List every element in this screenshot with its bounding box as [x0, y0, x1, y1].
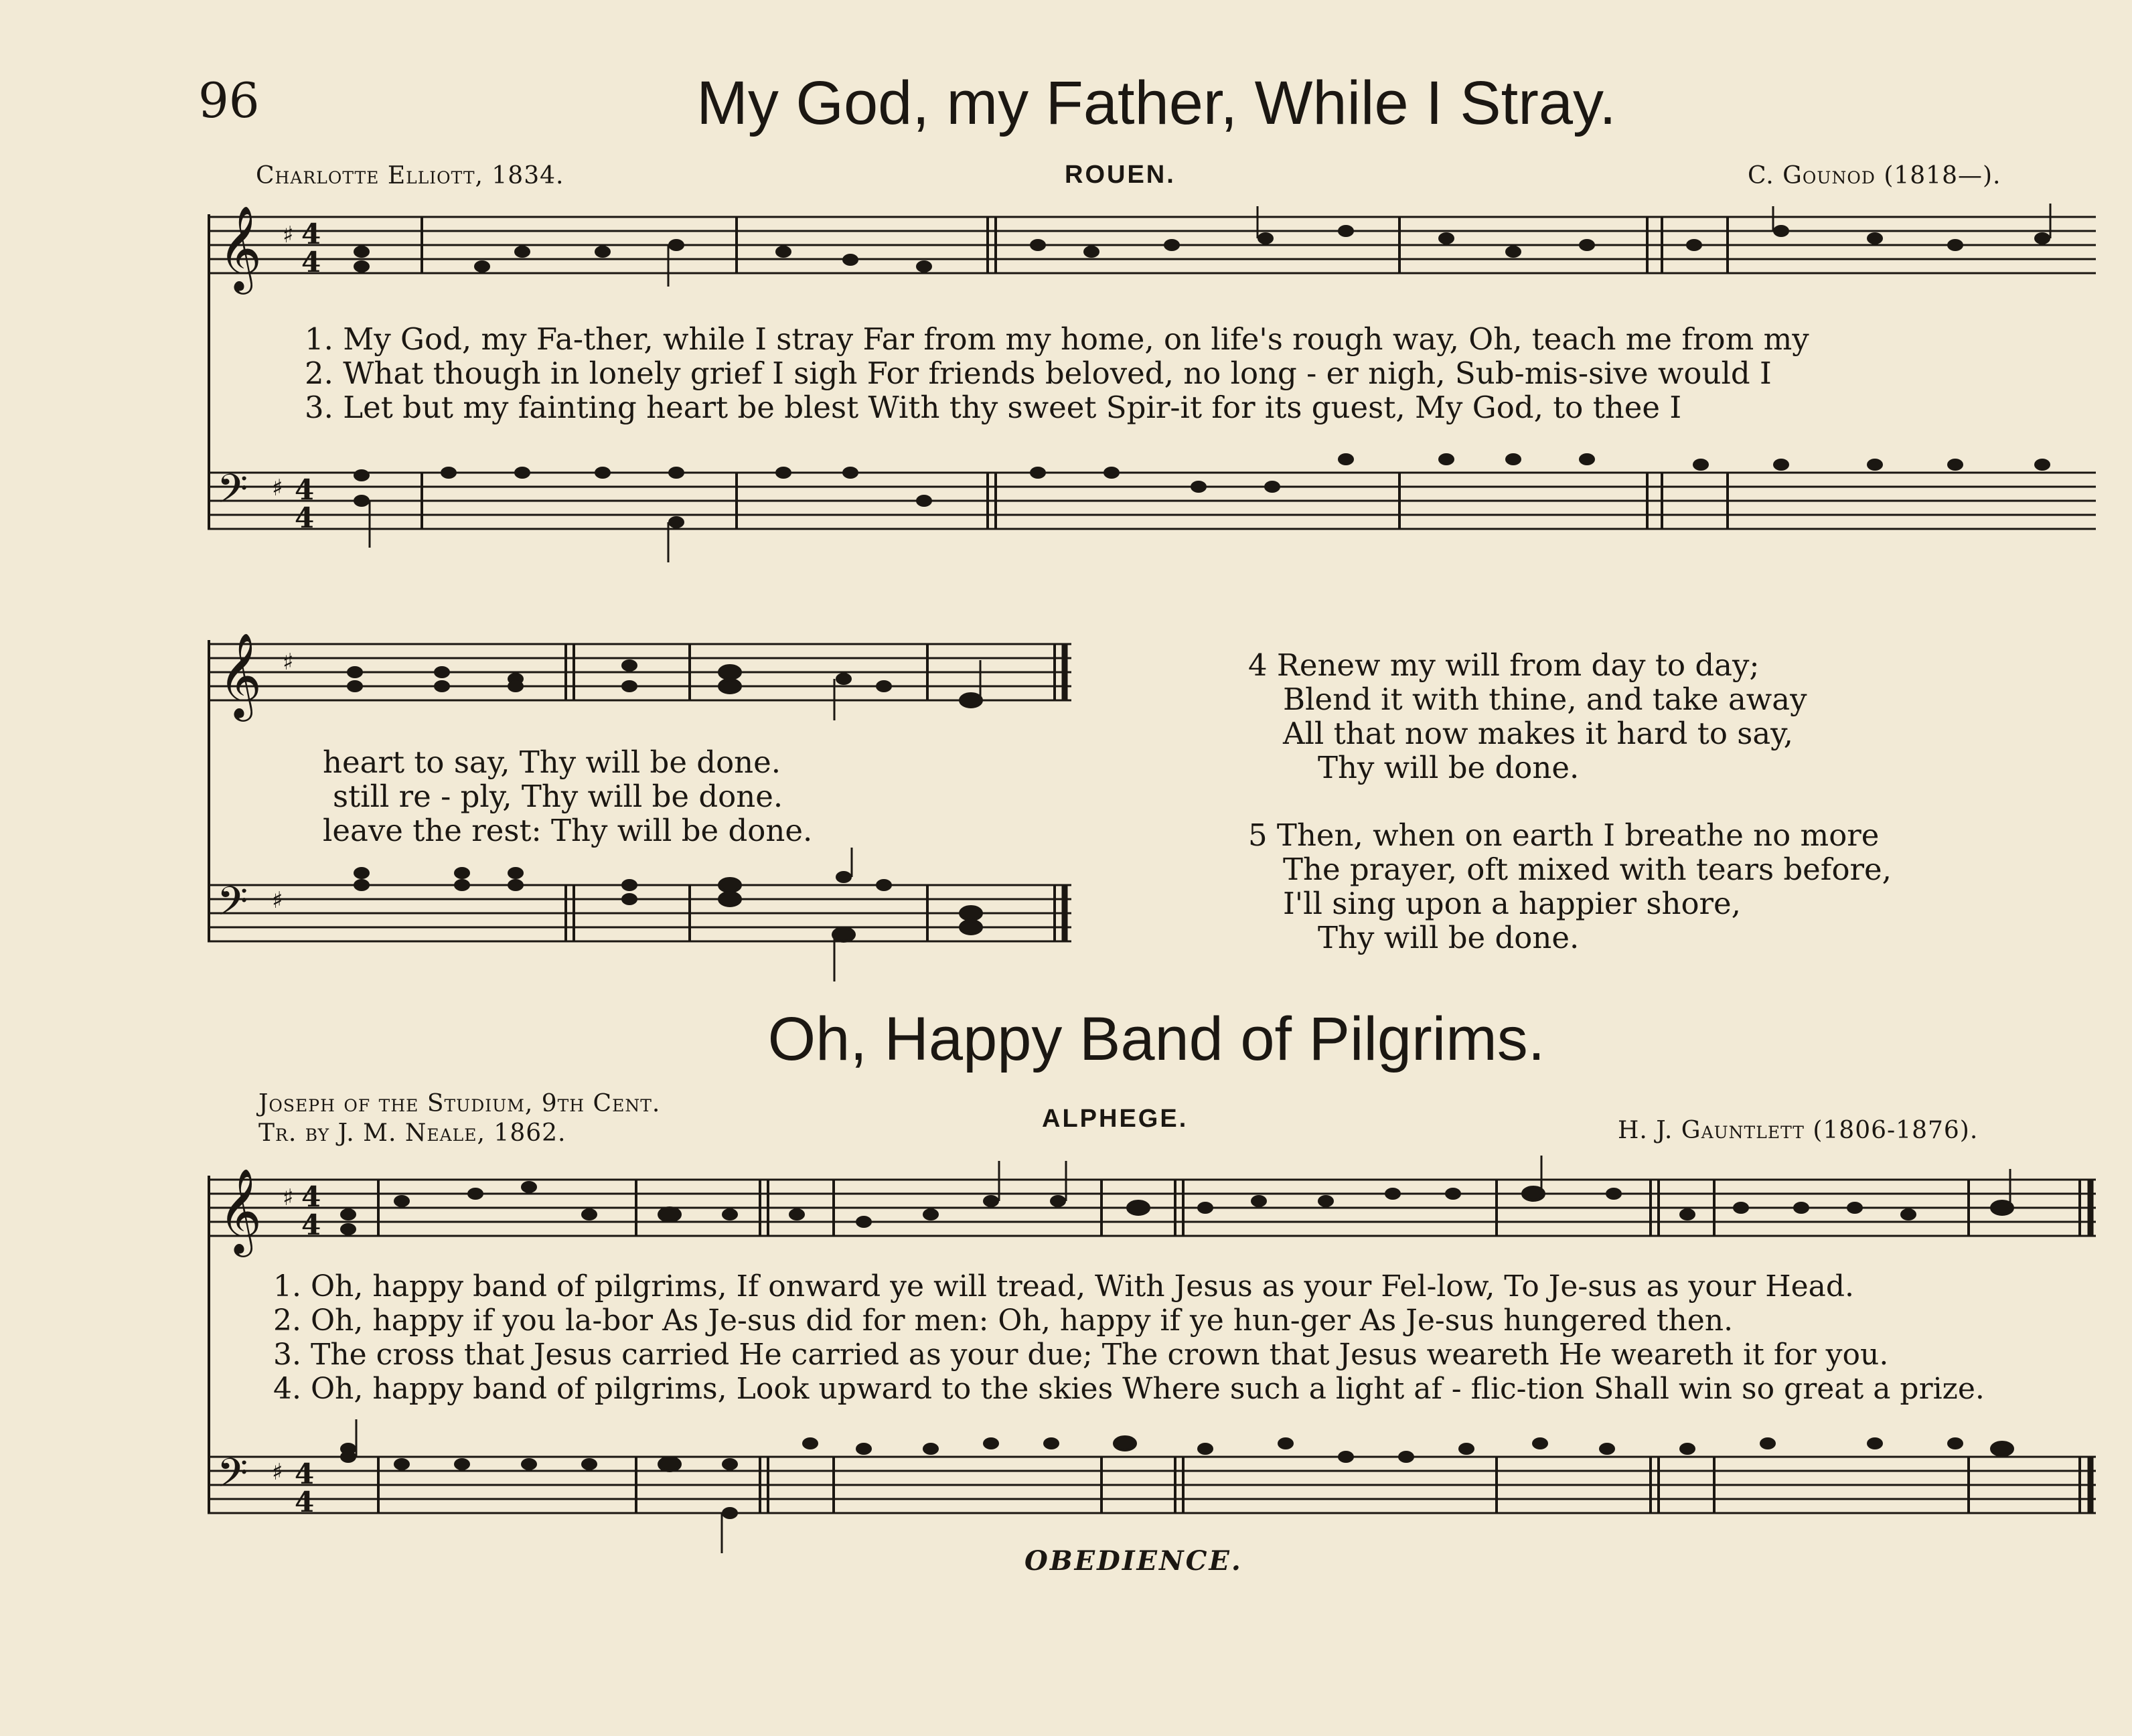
hymn2-bass-staff [208, 1449, 2103, 1547]
hymn2-title: Oh, Happy Band of Pilgrims. [767, 1005, 1545, 1073]
verse-line: 4 Renew my will from day to day; [1248, 647, 1760, 683]
svg-text:𝄞: 𝄞 [218, 1168, 262, 1253]
hymn1-lyric-line: still re - ply, Thy will be done. [333, 779, 783, 814]
svg-text:4: 4 [295, 501, 315, 534]
svg-text:4: 4 [301, 1208, 321, 1241]
page-caption: OBEDIENCE. [1024, 1545, 1243, 1577]
svg-text:𝄞: 𝄞 [218, 205, 262, 291]
svg-text:♯: ♯ [272, 475, 283, 501]
hymn2-lyric-line: 2. Oh, happy if you la-bor As Je-sus did for men: Oh, happy if ye hun-ger As Je-sus hungered then. [273, 1304, 1734, 1338]
hymn1-treble-staff-2 [208, 632, 1078, 720]
hymn2-lyric-line: 4. Oh, happy band of pilgrims, Look upward to the skies Where such a light af - flic-tion Shall win so great a prize. [273, 1372, 1985, 1406]
verse-line: All that now makes it hard to say, [1283, 716, 1793, 751]
svg-text:♯: ♯ [283, 1184, 294, 1211]
hymn1-treble-staff-1 [208, 205, 2103, 291]
svg-text:4: 4 [295, 473, 315, 506]
verse-line: 5 Then, when on earth I breathe no more [1248, 817, 1880, 853]
hymn2-lyric-line: 3. The cross that Jesus carried He carried as your due; The crown that Jesus weareth He weareth it for you. [273, 1338, 1889, 1372]
svg-text:𝄢: 𝄢 [217, 878, 248, 934]
hymn2-composer: H. J. Gauntlett (1806-1876). [1618, 1117, 1979, 1144]
hymn1-verse-5 [1248, 818, 1892, 955]
svg-text:𝄞: 𝄞 [218, 632, 262, 718]
hymn1-lyric-line: 3. Let but my fainting heart be blest With thy sweet Spir-it for its guest, My God, to thee I [305, 390, 1682, 425]
hymn1-bass-staff-1 [208, 465, 2103, 562]
hymn1-lyric-line: 2. What though in lonely grief I sigh For friends beloved, no long - er nigh, Sub-mis-sive would I [305, 356, 1772, 391]
hymn1-title: My God, my Father, While I Stray. [696, 69, 1616, 137]
hymn1-verse-4 [1248, 648, 1807, 785]
hymn2-tune: ALPHEGE. [1042, 1105, 1189, 1133]
svg-text:4: 4 [301, 246, 321, 279]
svg-text:4: 4 [295, 1486, 315, 1518]
verse-line: Thy will be done. [1318, 920, 1580, 955]
page-number: 96 [198, 72, 260, 129]
hymn2-treble-staff [208, 1168, 2103, 1253]
svg-text:♯: ♯ [272, 887, 283, 914]
svg-text:♯: ♯ [283, 649, 294, 676]
hymn1-tune: ROUEN. [1065, 161, 1176, 189]
svg-text:4: 4 [301, 1180, 321, 1213]
hymn2-translator: Tr. by J. M. Neale, 1862. [258, 1119, 566, 1147]
hymn1-lyric-line: leave the rest: Thy will be done. [323, 813, 813, 848]
hymn2-author: Joseph of the Studium, 9th Cent. [258, 1090, 661, 1117]
svg-text:𝄢: 𝄢 [217, 465, 248, 522]
svg-text:𝄢: 𝄢 [217, 1449, 248, 1506]
svg-text:4: 4 [295, 1457, 315, 1490]
hymn2-lyric-line: 1. Oh, happy band of pilgrims, If onward ye will tread, With Jesus as your Fel-low, To Je-sus as your Head. [273, 1269, 1855, 1304]
hymn1-lyric-line: 1. My God, my Fa-ther, while I stray Far from my home, on life's rough way, Oh, teach me from my [305, 321, 1809, 357]
hymn1-lyric-line: heart to say, Thy will be done. [323, 744, 781, 780]
verse-line: The prayer, oft mixed with tears before, [1283, 852, 1892, 887]
hymn1-author: Charlotte Elliott, 1834. [256, 162, 564, 189]
svg-text:♯: ♯ [283, 222, 294, 248]
verse-line: I'll sing upon a happier shore, [1283, 886, 1741, 921]
hymn1-bass-staff-2 [208, 878, 1078, 981]
hymn1-composer: C. Gounod (1818—). [1748, 162, 2001, 189]
svg-text:♯: ♯ [272, 1459, 283, 1486]
svg-text:4: 4 [301, 218, 321, 250]
verse-line: Thy will be done. [1318, 750, 1580, 785]
verse-line: Blend it with thine, and take away [1283, 682, 1807, 717]
